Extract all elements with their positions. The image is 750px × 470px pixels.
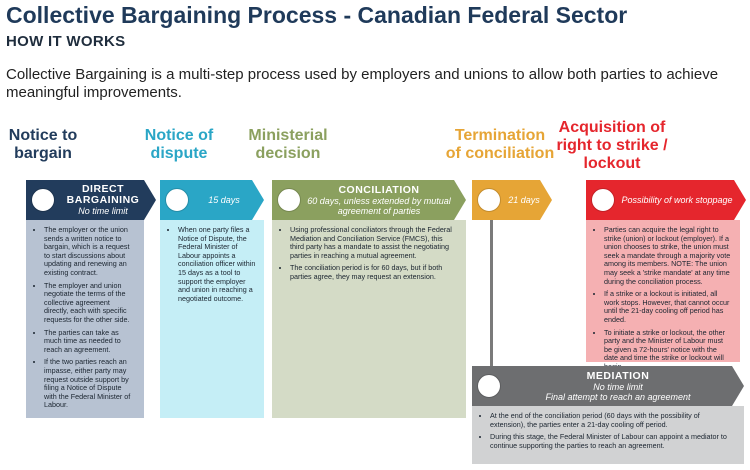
card-direct-bargaining-item: • The employer or the union sends a written notice to bargain, which is a request to start discussions about updating and renewing an existing contract.	[44, 226, 136, 278]
band-mediation-sub: No time limit	[593, 381, 643, 392]
band-termination-sub: 21 days	[508, 195, 540, 205]
card-direct-bargaining-item: • The employer and union negotiate the terms of the collective agreement directly, each with specific requests for the other side.	[44, 282, 136, 325]
band-strike-sub: Possibility of work stoppage	[621, 195, 733, 205]
band-mediation-sub2: Final attempt to reach an agreement	[545, 391, 691, 402]
band-notice-of-dispute	[160, 180, 264, 220]
band-strike-circle	[592, 189, 614, 211]
band-termination-circle	[478, 189, 500, 211]
band-notice-of-dispute-sub: 15 days	[208, 195, 240, 205]
band-direct-bargaining-sub: No time limit	[78, 206, 128, 216]
card-strike-item: • To initiate a strike or lockout, the other party and the Minister of Labour must be given a 72-hours' notice with the date and time the strike or lockout will	[604, 329, 732, 372]
card-notice-of-dispute	[160, 220, 264, 418]
band-mediation	[472, 366, 744, 406]
card-strike-item: • Parties can acquire the legal right to strike (union) or lockout (employer). If a union chooses to strike, the union must seek a mandate through a majority vote among its members. NOTE: The union may seek a 'strike mandate' at any time during the conciliation process.	[604, 226, 732, 286]
card-mediation-item: • During this stage, the Federal Minister of Labour can appoint a mediator to continue supporting the parties to reach an agreement.	[490, 433, 736, 450]
card-conciliation-item: • Using professional conciliators through the Federal Mediation and Conciliation Service (FMCS), this third party has a mandate to assist the negotiating parties in reaching a mutual agreement.	[290, 226, 458, 260]
intro-text: Collective Bargaining is a multi-step process used by employers and unions to allow both parties to achieve meaningful improvements.	[6, 66, 719, 101]
card-strike-item: • If a strike or a lockout is initiated, all work stops. However, that cannot occur until the 21-day cooling off period has ended.	[604, 290, 732, 324]
heading-termination-of-conciliation: Termination of conciliation	[445, 127, 555, 162]
band-mediation-circle	[478, 375, 500, 397]
mediation-connector-line	[490, 220, 493, 370]
band-conciliation	[272, 180, 466, 220]
card-strike	[586, 220, 740, 362]
card-notice-of-dispute-item: • When one party files a Notice of Dispute, the Federal Minister of Labour appoints a conciliation officer within 15 days as a tool to support the employer and union in reaching a negotiated outcome.	[178, 226, 256, 303]
page-title: Collective Bargaining Process - Canadian Federal Sector	[6, 2, 628, 28]
band-conciliation-title: CONCILIATION	[338, 183, 420, 196]
heading-right-to-strike: Acquisition of right to strike / lockout	[556, 119, 668, 172]
band-notice-of-dispute-circle	[166, 189, 188, 211]
heading-ministerial-decision: Ministerial decision	[248, 127, 328, 162]
band-termination	[472, 180, 552, 220]
band-direct-bargaining-title: DIRECT BARGAINING	[66, 183, 140, 206]
card-direct-bargaining	[26, 220, 144, 418]
band-strike	[586, 180, 746, 220]
heading-notice-to-bargain: Notice to bargain	[8, 127, 78, 162]
page-subtitle: HOW IT WORKS	[6, 33, 126, 50]
card-mediation-item: • At the end of the conciliation period (60 days with the possibility of extension), the parties enter a 21-day cooling off period.	[490, 412, 736, 429]
card-direct-bargaining-item: • The parties can take as much time as needed to reach an agreement.	[44, 329, 136, 355]
band-direct-bargaining-circle	[32, 189, 54, 211]
card-mediation	[472, 406, 744, 464]
band-conciliation-circle	[278, 189, 300, 211]
card-conciliation-item: • The conciliation period is for 60 days, but if both parties agree, they may request an extension.	[290, 264, 458, 281]
band-mediation-title: MEDIATION	[586, 369, 650, 382]
card-conciliation	[272, 220, 466, 418]
band-conciliation-sub: 60 days, unless extended by mutual agreement of parties	[307, 195, 451, 216]
card-direct-bargaining-item: • If the two parties reach an impasse, either party may request outside support by filing a Notice of Dispute with the Federal Minister of Labour.	[44, 358, 136, 410]
heading-notice-of-dispute: Notice of dispute	[144, 127, 214, 162]
band-direct-bargaining	[26, 180, 156, 220]
